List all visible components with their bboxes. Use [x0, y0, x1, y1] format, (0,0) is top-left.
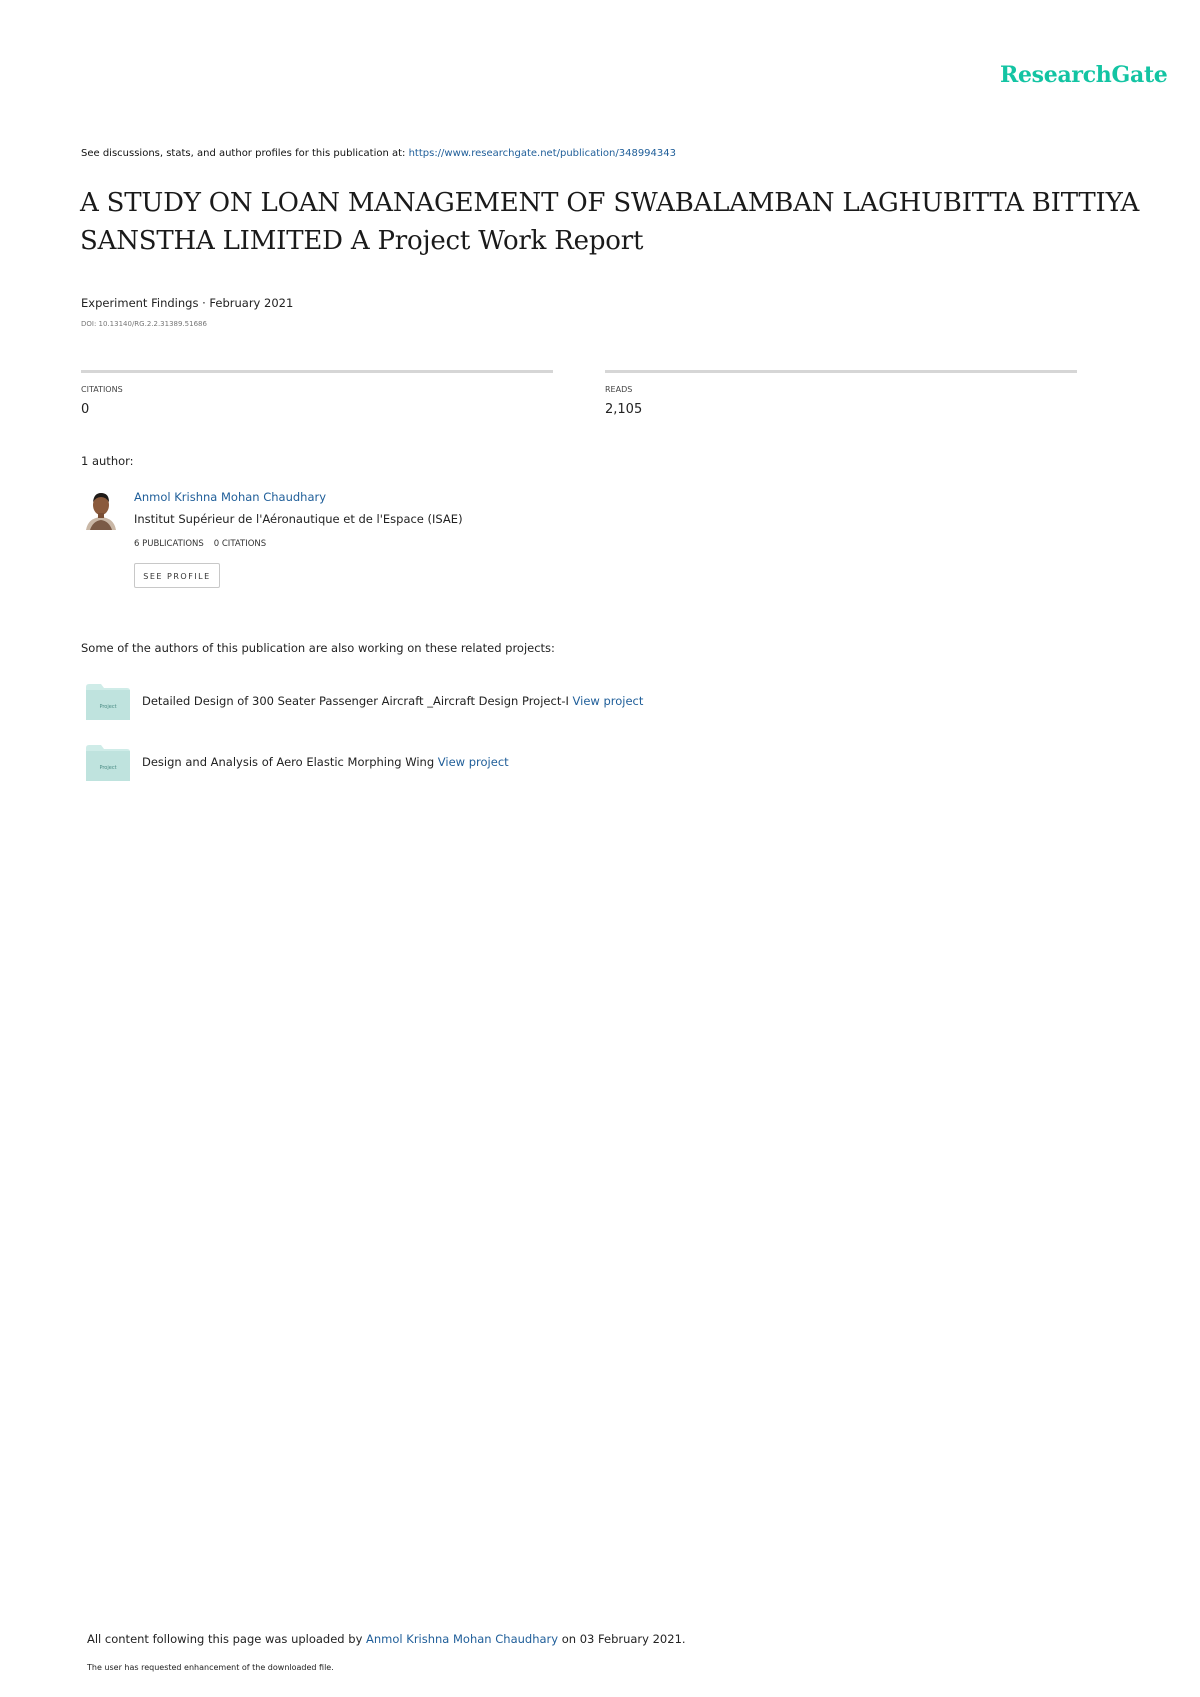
citations-divider — [81, 370, 553, 373]
view-project-link[interactable]: View project — [572, 694, 644, 708]
upload-suffix: on 03 February 2021. — [558, 1632, 686, 1646]
author-affiliation: Institut Supérieur de l'Aéronautique et de l'Espace (ISAE) — [134, 512, 463, 526]
publication-meta: Experiment Findings · February 2021 — [81, 296, 294, 310]
project-title-line — [142, 755, 509, 769]
project-folder-icon — [86, 684, 130, 720]
citations-label: CITATIONS — [81, 385, 123, 394]
reads-value: 2,105 — [605, 402, 643, 417]
author-avatar[interactable] — [84, 490, 118, 530]
project-title-line — [142, 694, 643, 708]
see-profile-button[interactable]: SEE PROFILE — [134, 563, 220, 588]
author-citations-count: 0 CITATIONS — [213, 539, 267, 549]
related-project-item — [86, 684, 986, 724]
reads-divider — [605, 370, 1077, 373]
author-publications-count: 6 PUBLICATIONS — [134, 539, 204, 549]
related-projects-intro: Some of the authors of this publication are also working on these related projects: — [81, 641, 555, 655]
avatar-image — [84, 490, 118, 530]
author-stats — [134, 539, 276, 549]
see-prefix: See discussions, stats, and author profiles for this publication at: — [81, 148, 409, 159]
author-name-link[interactable]: Anmol Krishna Mohan Chaudhary — [134, 490, 327, 504]
citations-value: 0 — [81, 402, 90, 417]
uploader-link[interactable]: Anmol Krishna Mohan Chaudhary — [366, 1632, 559, 1646]
folder-label: Project — [99, 765, 117, 771]
publication-url-link[interactable]: https://www.researchgate.net/publication/348994343 — [408, 148, 676, 159]
upload-prefix: All content following this page was uploaded by — [87, 1632, 367, 1646]
publication-url-line — [81, 148, 676, 159]
project-title: Design and Analysis of Aero Elastic Morphing Wing — [142, 755, 438, 769]
upload-notice — [87, 1632, 686, 1646]
related-project-item — [86, 745, 986, 785]
publication-doi: DOI: 10.13140/RG.2.2.31389.51686 — [81, 320, 207, 328]
view-project-link[interactable]: View project — [437, 755, 509, 769]
researchgate-logo[interactable]: ResearchGate — [1000, 62, 1168, 88]
project-folder-icon — [86, 745, 130, 781]
authors-count: 1 author: — [81, 454, 134, 468]
folder-label: Project — [99, 704, 117, 710]
publication-title: A STUDY ON LOAN MANAGEMENT OF SWABALAMBAN LAGHUBITTA BITTIYA SANSTHA LIMITED A Project Work Report — [80, 188, 1140, 256]
reads-label: READS — [605, 385, 633, 394]
project-title: Detailed Design of 300 Seater Passenger Aircraft _Aircraft Design Project-I — [142, 694, 573, 708]
enhancement-note: The user has requested enhancement of the downloaded file. — [87, 1663, 334, 1672]
